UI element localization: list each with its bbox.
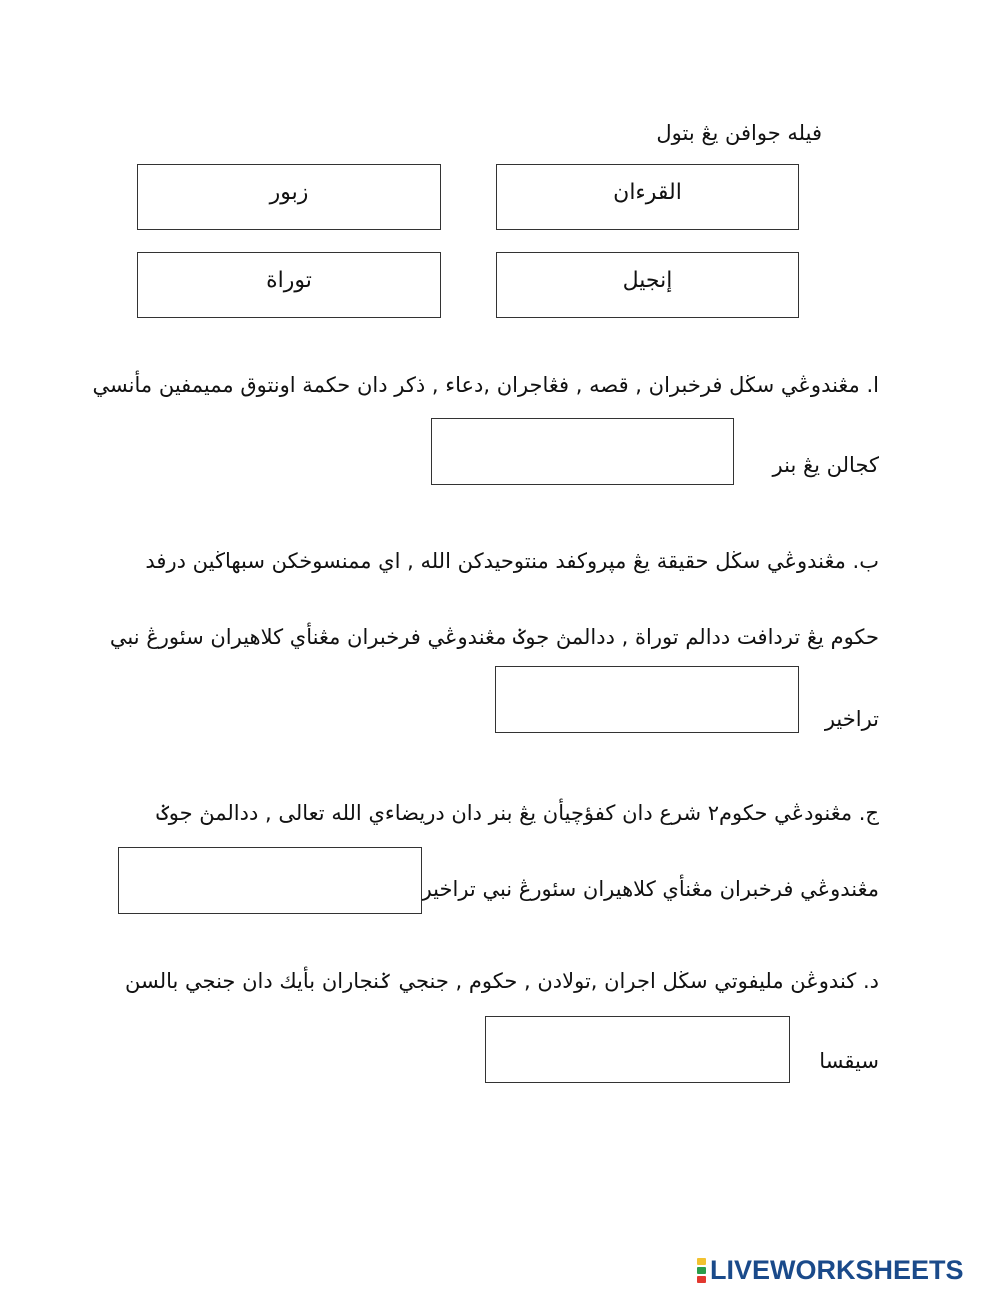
question-c-line1: ج. مڠنودڠي حكوم٢ شرع دان كفؤچيأن يڠ بنر دان دريضاءي الله تعالى , ددالمڽ جوݢ [156, 801, 879, 825]
question-b-line2: حكوم يڠ تردافت ددالم توراة , ددالمڽ جوݢ مڠندوڠي فرخبران مڠنأي كلاهيران سئورڠ نبي [109, 625, 879, 649]
option-taurat [137, 252, 441, 318]
option-zabur [137, 164, 441, 230]
liveworksheets-logo [697, 1255, 964, 1285]
answer-box-b[interactable] [495, 666, 799, 733]
question-b-line1: ب. مڠندوڠي سڬل حقيقة يڠ مپروكفد منتوحيدكن الله , اي ممنسوخكن سبهاڬين درفد [145, 549, 879, 573]
instruction: فيله جوافن يڠ بتول [656, 121, 822, 145]
answer-box-a[interactable] [431, 418, 734, 485]
option-label: القرءان [613, 179, 682, 205]
option-label: توراة [266, 267, 312, 293]
option-injil [496, 252, 799, 318]
question-d-line1: د. كندوڠن مليفوتي سڬل اجران ,تولادن , حكوم , جنجي ݢنجاران بأيك دان جنجي بالسن [124, 969, 879, 993]
option-label: إنجيل [622, 267, 673, 293]
question-b-line3: تراخير [824, 707, 879, 731]
answer-box-c[interactable] [118, 847, 422, 914]
option-quran [496, 164, 799, 230]
option-label: زبور [269, 179, 309, 205]
question-a-line2: كجالن يڠ بنر [772, 453, 879, 477]
liveworksheets-icon [697, 1258, 706, 1283]
question-a-line1: ا. مڠندوڠي سڬل فرخبران , قصه , فڠاجران ,دعاء , ذكر دان حكمة اونتوق مميمفين مأنسي [92, 373, 879, 397]
question-d-line2: سيقسا [819, 1049, 879, 1073]
question-c-line2: مڠندوڠي فرخبران مڠنأي كلاهيران سئورڠ نبي تراخير [421, 877, 879, 901]
brand-name: LIVEWORKSHEETS [710, 1255, 964, 1285]
answer-box-d[interactable] [485, 1016, 790, 1083]
